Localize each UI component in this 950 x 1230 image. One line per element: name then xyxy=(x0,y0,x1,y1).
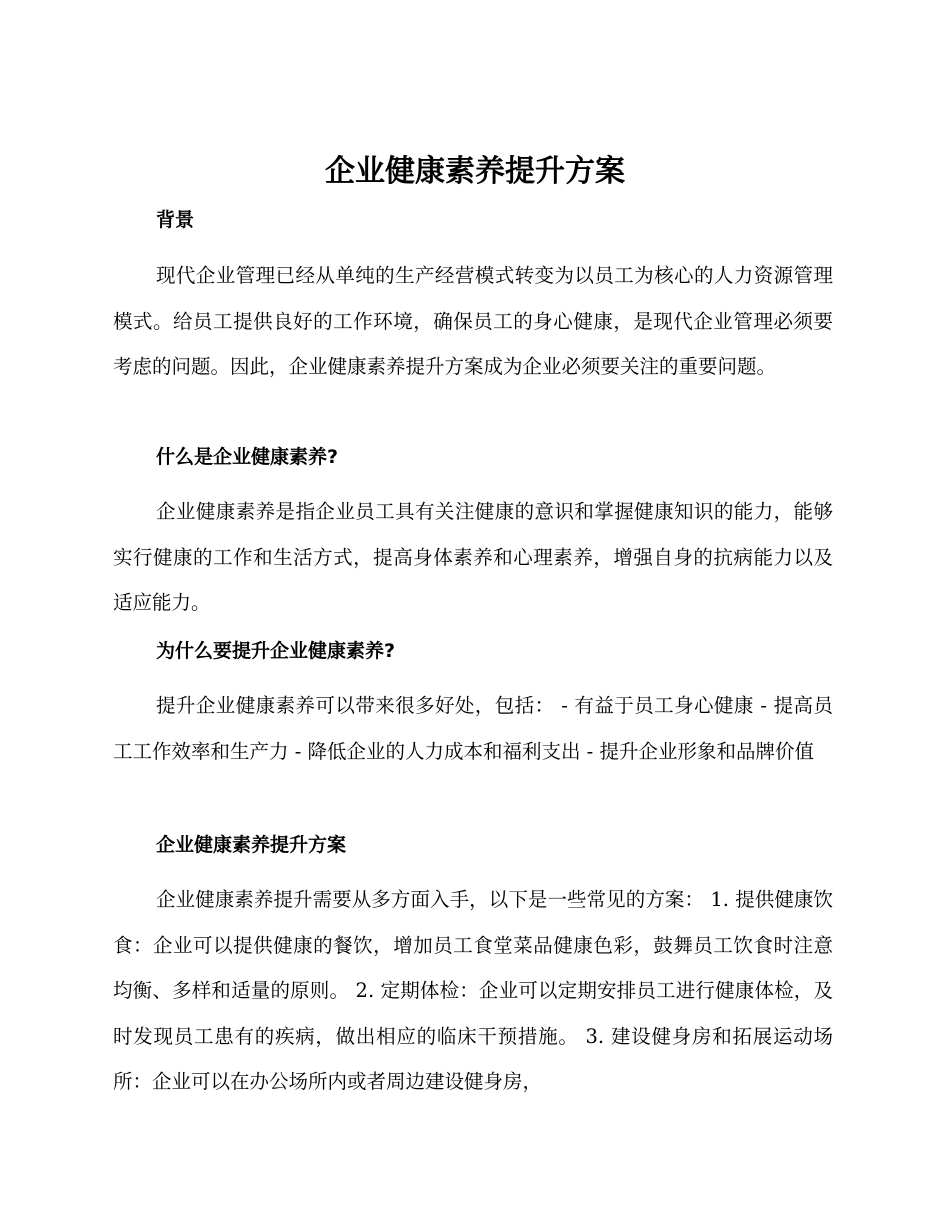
section-heading-background: 背景 xyxy=(156,209,195,231)
section-body-plan: 企业健康素养提升需要从多方面入手，以下是一些常见的方案： 1. 提供健康饮食：企业可以提供健康的餐饮，增加员工食堂菜品健康色彩，鼓舞员工饮食时注意均衡、多样和适量的原则。 2. 定期体检：企业可以定期安排员工进行健康体检，及时发现员工患有的疾病，做出相应的临床干预措施。 3. 建设健身房和拓展运动场所：企业可以在办公场所内或者周边建设健身房， xyxy=(113,888,833,1093)
section-body-what-is: 企业健康素养是指企业员工具有关注健康的意识和掌握健康知识的能力，能够实行健康的工作和生活方式，提高身体素养和心理素养，增强自身的抗病能力以及适应能力。 xyxy=(113,500,833,614)
document-title: 企业健康素养提升方案 xyxy=(325,154,625,189)
section-heading-why: 为什么要提升企业健康素养? xyxy=(156,640,396,662)
section-heading-plan: 企业健康素养提升方案 xyxy=(156,834,347,856)
section-body-background: 现代企业管理已经从单纯的生产经营模式转变为以员工为核心的人力资源管理模式。给员工提供良好的工作环境，确保员工的身心健康，是现代企业管理必须要考虑的问题。因此，企业健康素养提升方案成为企业必须要关注的重要问题。 xyxy=(113,264,833,378)
section-heading-what-is: 什么是企业健康素养? xyxy=(156,446,339,468)
section-body-why: 提升企业健康素养可以带来很多好处，包括： - 有益于员工身心健康 - 提高员工工作效率和生产力 - 降低企业的人力成本和福利支出 - 提升企业形象和品牌价值 xyxy=(113,694,833,763)
